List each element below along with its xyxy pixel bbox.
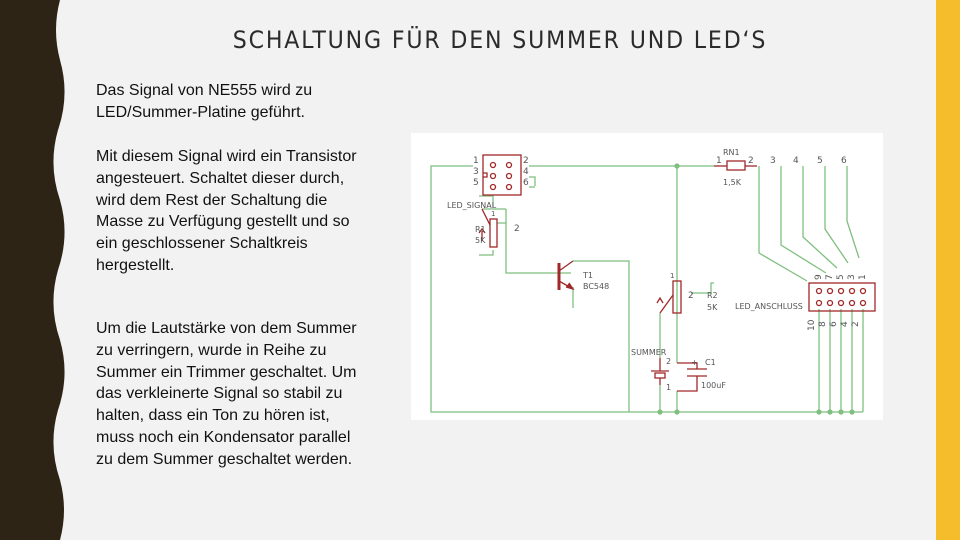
summer-pin-1: 1 [666,383,672,392]
j1-pin-4: 4 [523,167,529,177]
r2-end-pin: 1 [670,272,675,280]
rn1-label: RN1 [723,148,740,157]
r2-wiper-pin: 2 [688,291,694,301]
j1-pin-6: 6 [523,178,529,188]
led-signal-label: LED_SIGNAL [447,201,497,210]
left-decorative-band [0,0,80,540]
rn1-pin-2: 2 [748,156,754,166]
r1-value: 5K [475,236,486,245]
led-signal-header [483,155,521,195]
paragraph-transistor: Mit diesem Signal wird ein Transistor angesteuert. Schaltet dieser durch, wird dem Rest der Schaltung die Masse zu Verfügung gestellt und so ein geschlossener Schaltkreis hergestellt. [96,148,357,274]
led-pin-6: 6 [829,321,839,327]
r1-end-pin: 1 [491,210,496,218]
led-pin-7: 7 [825,274,835,280]
led-anschluss-header [809,283,875,311]
c1-label: C1 [705,358,716,367]
accent-bar [936,0,960,540]
rn1-pin-3: 3 [770,156,776,166]
circuit-schematic [411,133,883,420]
led-pin-2: 2 [851,321,861,327]
j1-pin-1: 1 [473,156,479,166]
summer-pin-2: 2 [666,357,672,366]
led-pin-10: 10 [807,319,817,331]
slide-title: SCHALTUNG FÜR DEN SUMMER UND LED‘S [232,26,768,54]
t1-label: T1 [583,271,593,280]
led-anschluss-label: LED_ANSCHLUSS [735,302,803,311]
rn1-pin-5: 5 [817,156,823,166]
summer-label: SUMMER [631,348,667,357]
j1-pin-3: 3 [473,167,479,177]
rn1-value: 1,5K [723,178,741,187]
led-pin-5: 5 [836,274,846,280]
c1-plus: + [691,358,698,367]
t1-type: BC548 [583,282,610,291]
led-pin-1: 1 [858,274,868,280]
led-pin-3: 3 [847,274,857,280]
paragraph-volume: Um die Lautstärke von dem Summer zu verringern, wurde in Reihe zu Summer ein Trimmer geschaltet. Um das verkleinerte Signal so stabil zu halten, dass ein Ton zu hören ist, muss noch ein Kondensator parallel zu dem Summer geschaltet werden. [96,320,357,468]
r1-label: R1 [475,225,486,234]
j1-pin-5: 5 [473,178,479,188]
r2-label: R2 [707,291,718,300]
r2-value: 5K [707,303,718,312]
led-pin-8: 8 [818,321,828,327]
c1-value: 100uF [701,381,726,390]
j1-pin-2: 2 [523,156,529,166]
transistor-t1 [559,261,573,290]
paragraph-signal: Das Signal von NE555 wird zu LED/Summer-Platine geführt. [96,82,313,121]
rn1-pin-6: 6 [841,156,847,166]
led-pin-9: 9 [814,274,824,280]
r1-wiper-pin: 2 [514,224,520,234]
led-pin-4: 4 [840,321,850,327]
rn1-pin-4: 4 [793,156,799,166]
rn1-pin-1: 1 [716,156,722,166]
